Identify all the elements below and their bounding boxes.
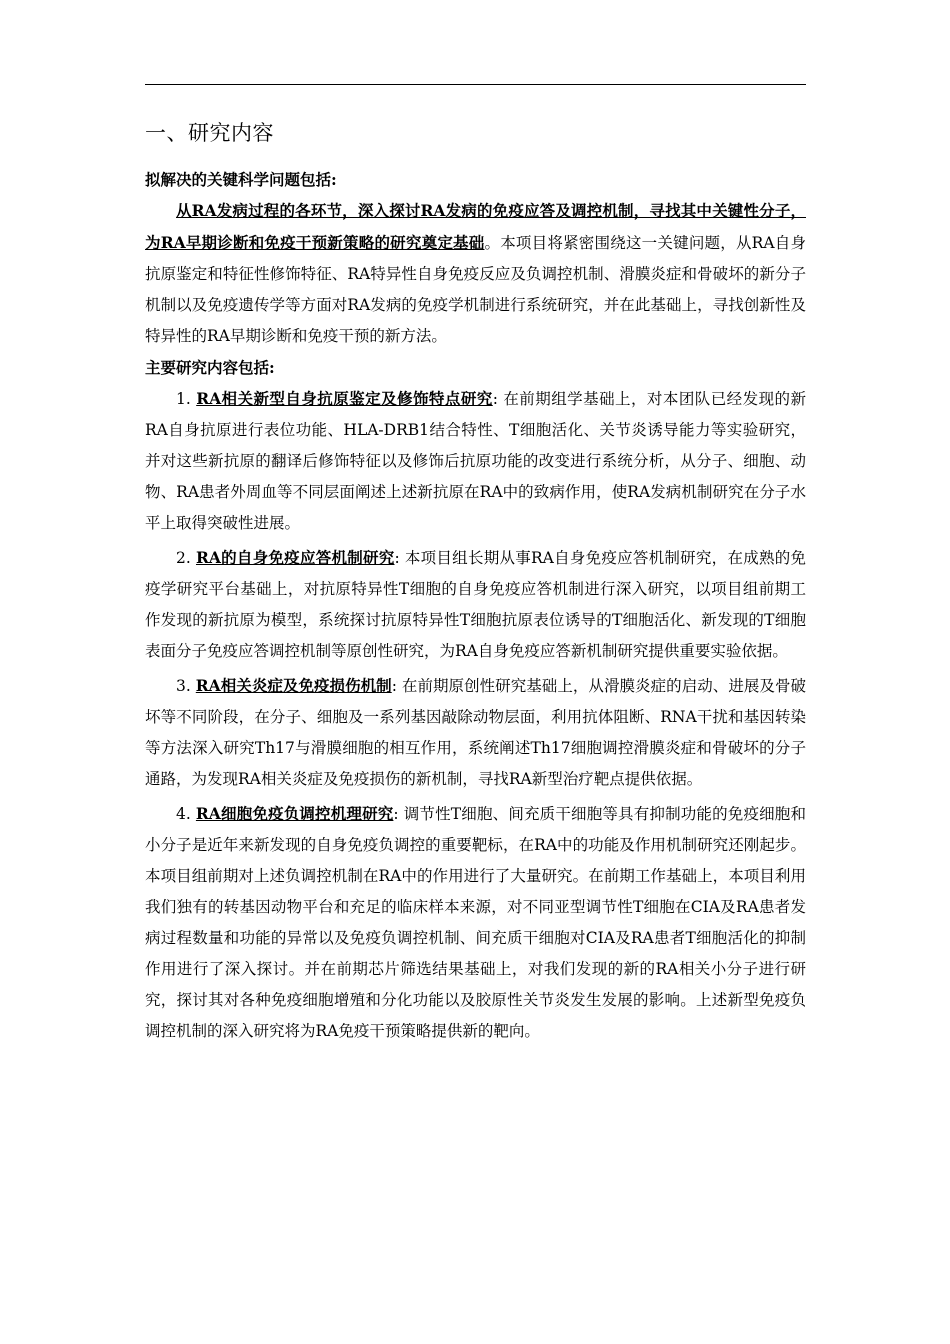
header-rule — [145, 84, 806, 85]
key-problem-text: 。本项目将紧密围绕这一关键问题，从RA自身抗原鉴定和特征性修饰特征、RA特异性自身免疫反应及负调控机制、滑膜炎症和骨破坏的新分子机制以及免疫遗传学等方面对RA发病的免疫学机制进行系统研究，并在此基础上，寻找创新性及特异性的RA早期诊断和免疫干预的新方法。 — [145, 234, 806, 345]
research-item-3 — [145, 670, 806, 795]
research-item-4 — [145, 798, 806, 1047]
item-number: 1. — [176, 390, 191, 408]
item-title: RA的自身免疫应答机制研究 — [195, 548, 395, 567]
item-title: RA相关炎症及免疫损伤机制 — [195, 676, 392, 695]
item-number: 2. — [176, 549, 191, 567]
item-title: RA相关新型自身抗原鉴定及修饰特点研究 — [196, 389, 493, 408]
item-text: : 在前期原创性研究基础上，从滑膜炎症的启动、进展及骨破坏等不同阶段，在分子、细胞及一系列基因敲除动物层面，利用抗体阻断、RNA干扰和基因转染等方法深入研究Th17与滑膜细胞的相互作用，系统阐述Th17细胞调控滑膜炎症和骨破坏的分子通路，为发现RA相关炎症及免疫损伤的新机制，寻找RA新型治疗靶点提供依据。 — [145, 677, 806, 788]
key-problem-paragraph — [145, 195, 806, 352]
item-text: : 在前期组学基础上，对本团队已经发现的新RA自身抗原进行表位功能、HLA-DRB1结合特性、T细胞活化、关节炎诱导能力等实验研究，并对这些新抗原的翻译后修饰特征以及修饰后抗原功能的改变进行系统分析，从分子、细胞、动物、RA患者外周血等不同层面阐述上述新抗原在RA中的致病作用，使RA发病机制研究在分子水平上取得突破性进展。 — [145, 390, 806, 532]
item-number: 3. — [176, 677, 191, 695]
main-content-label: 主要研究内容包括: — [145, 358, 275, 377]
research-item-1 — [145, 383, 806, 539]
item-title: RA细胞免疫负调控机理研究 — [195, 804, 394, 823]
item-text: : 本项目组长期从事RA自身免疫应答机制研究，在成熟的免疫学研究平台基础上，对抗原特异性T细胞的自身免疫应答机制进行深入研究，以项目组前期工作发现的新抗原为模型，系统探讨抗原特异性T细胞抗原表位诱导的T细胞活化、新发现的T细胞表面分子免疫应答调控机制等原创性研究，为RA自身免疫应答新机制研究提供重要实验依据。 — [145, 549, 806, 660]
key-problem-label: 拟解决的关键科学问题包括: — [145, 170, 337, 189]
key-problem-emphasis: 从RA发病过程的各环节，深入探讨RA发病的免疫应答及调控机制，寻找其中关键性分子，为RA早期诊断和免疫干预新策略的研究奠定基础 — [145, 201, 806, 252]
item-text: : 调节性T细胞、间充质干细胞等具有抑制功能的免疫细胞和小分子是近年来新发现的自身免疫负调控的重要靶标，在RA中的功能及作用机制研究还刚起步。本项目组前期对上述负调控机制在RA中的作用进行了大量研究。在前期工作基础上，本项目利用我们独有的转基因动物平台和充足的临床样本来源，对不同亚型调节性T细胞在CIA及RA患者发病过程数量和功能的异常以及免疫负调控机制、间充质干细胞对CIA及RA患者T细胞活化的抑制作用进行了深入探讨。并在前期芯片筛选结果基础上，对我们发现的新的RA相关小分子进行研究，探讨其对各种免疫细胞增殖和分化功能以及胶原性关节炎发生发展的影响。上述新型免疫负调控机制的深入研究将为RA免疫干预策略提供新的靶向。 — [145, 805, 806, 1040]
section-title: 一、研究内容 — [145, 121, 274, 145]
research-item-2 — [145, 542, 806, 667]
document-body — [145, 118, 806, 1047]
item-number: 4. — [176, 805, 191, 823]
